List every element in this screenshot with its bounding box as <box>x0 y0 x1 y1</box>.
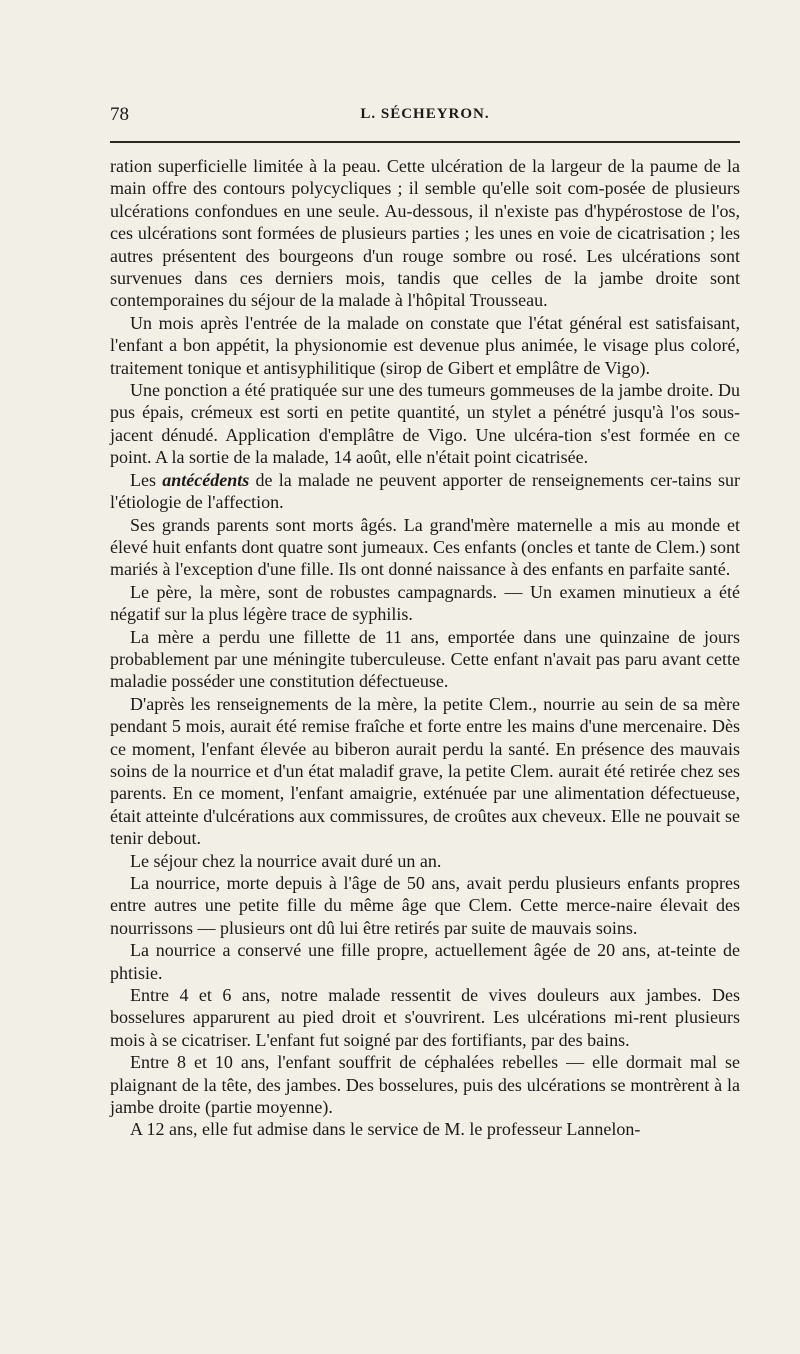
paragraph: A 12 ans, elle fut admise dans le service de M. le professeur Lannelon- <box>130 1119 641 1140</box>
paragraph: D'après les renseignements de la mère, la petite Clem., nourrie au sein de sa mère pendant 5 mois, aurait été remise fraîche et forte entre les mains d'une mercenaire. Dès ce moment, l'enfant élevée au biberon aurait perdu la santé. En présence des mauvais soins de la nourrice et d'un état maladif grave, la petite Clem. aurait été retirée chez ses parents. En ce moment, l'enfant amaigrie, exténuée par une alimentation défectueuse, était atteinte d'ulcérations aux commissures, de croûtes aux cheveux. Elle ne pouvait se tenir debout. <box>110 693 740 849</box>
paragraph-antecedents <box>110 469 740 514</box>
paragraph: Entre 8 et 10 ans, l'enfant souffrit de céphalées rebelles — elle dormait mal se plaignant de la tête, des jambes. Des bosselures, puis des ulcérations se montrèrent à la jambe droite (partie moyenne). <box>110 1052 740 1118</box>
paragraph: Un mois après l'entrée de la malade on constate que l'état général est satisfaisant, l'enfant a bon appétit, la physionomie est devenue plus animée, le visage plus coloré, traitement tonique et antisyphilitique (sirop de Gibert et emplâtre de Vigo). <box>110 312 740 378</box>
paragraph: La nourrice, morte depuis à l'âge de 50 ans, avait perdu plusieurs enfants propres entre autres une petite fille du même âge que Clem. Cette merce-naire élevait des nourrissons — plusieurs ont dû lui être retirés par suite de mauvais soins. <box>110 873 740 938</box>
header-rule <box>110 141 740 143</box>
paragraph: ration superficielle limitée à la peau. Cette ulcération de la largeur de la paume de la main offre des contours polycycliques ; il semble qu'elle soit com-posée de plusieurs ulcérations confondues en une seule. Au-dessous, il n'existe pas d'hypérostose de l'os, ces ulcérations sont formées de plusieurs parties ; les unes en voie de cicatrisation ; les autres présentent des bourgeons d'un rouge sombre ou rosé. Les ulcérations sont survenues dans ces derniers mois, tandis que celles de la jambe droite sont contemporaines du séjour de la malade à l'hôpital Trousseau. <box>110 156 740 311</box>
page-header <box>110 104 740 134</box>
paragraph: La nourrice a conservé une fille propre, actuellement âgée de 20 ans, at-teinte de phtisie. <box>110 940 740 983</box>
paragraph: Le père, la mère, sont de robustes campagnards. — Un examen minutieux a été négatif sur la plus légère trace de syphilis. <box>110 581 740 625</box>
paragraph: Le séjour chez la nourrice avait duré un an. <box>130 850 442 871</box>
paragraph: Une ponction a été pratiquée sur une des tumeurs gommeuses de la jambe droite. Du pus épais, crémeux est sorti en petite quantité, un stylet a pénétré jusqu'à l'os sous-jacent dénudé. Application d'emplâtre de Vigo. Une ulcéra-tion s'est formée en ce point. A la sortie de la malade, 14 août, elle n'était point cicatrisée. <box>110 380 740 468</box>
running-head: L. SÉCHEYRON. <box>360 106 490 122</box>
page-number: 78 <box>110 104 129 125</box>
paragraph: Entre 4 et 6 ans, notre malade ressentit de vives douleurs aux jambes. Des bosselures apparurent au pied droit et s'ouvrirent. Les ulcérations mi-rent plusieurs mois à se cicatriser. L'enfant fut soigné par des fortifiants, par des bains. <box>110 985 740 1050</box>
paragraph: Ses grands parents sont morts âgés. La grand'mère maternelle a mis au monde et élevé huit enfants dont quatre sont jumeaux. Ces enfants (oncles et tante de Clem.) sont mariés à l'exception d'une fille. Ils ont donné naissance à des enfants en parfaite santé. <box>110 514 740 580</box>
body-text <box>110 155 740 1141</box>
emphasis-antecedents: antécédents <box>162 469 250 490</box>
paragraph-rest: de la malade ne peuvent apporter de renseignements cer-tains sur l'étiologie de l'affection. <box>110 469 740 513</box>
paragraph: La mère a perdu une fillette de 11 ans, emportée dans une quinzaine de jours probablement par une méningite tuberculeuse. Cette enfant n'avait pas paru avant cette maladie posséder une constitution défectueuse. <box>110 626 740 692</box>
paragraph-prefix: Les <box>130 469 163 490</box>
